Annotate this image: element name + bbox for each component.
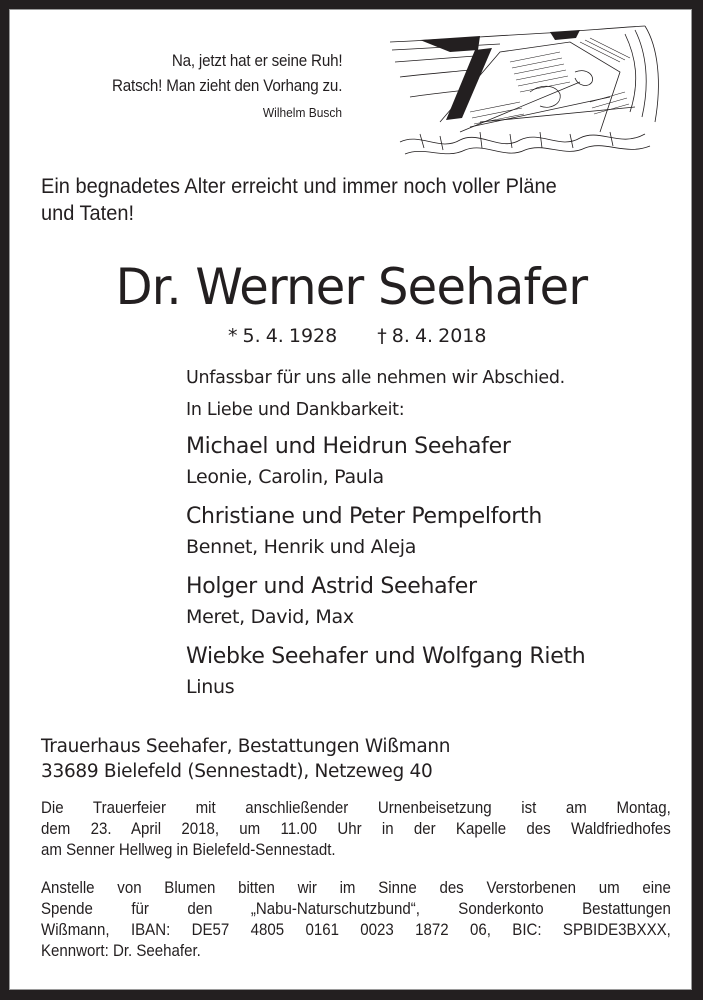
funeral-home-name: Trauerhaus Seehafer, Bestattungen Wißmann: [41, 736, 451, 757]
donation-line-4: Kennwort: Dr. Seehafer.: [41, 942, 201, 960]
intro-line-1: Ein begnadetes Alter erreicht und immer noch voller Pläne: [41, 174, 557, 198]
obituary-notice: [9, 9, 692, 990]
family-group-3-names: Holger und Astrid Seehafer: [186, 574, 477, 599]
ceremony-paragraph: [41, 798, 671, 861]
deceased-name: Dr. Werner Seehafer: [115, 258, 588, 316]
family-group-4-children: Linus: [186, 676, 235, 698]
funeral-home-street: 33689 Bielefeld (Sennestadt), Netzeweg 40: [41, 761, 433, 782]
family-group-1-names: Michael und Heidrun Seehafer: [186, 434, 511, 459]
funeral-home-address: [41, 734, 450, 784]
donation-line-1: Anstelle von Blumen bitten wir im Sinne des Verstorbenen um eine: [41, 879, 671, 897]
quote-line-1: Na, jetzt hat er seine Ruh!: [171, 52, 342, 70]
ceremony-line-1: Die Trauerfeier mit anschließender Urnenbeisetzung ist am Montag,: [41, 799, 671, 817]
birth-date: * 5. 4. 1928: [228, 325, 338, 347]
intro-line-2: und Taten!: [41, 201, 135, 225]
family-group-1-children: Leonie, Carolin, Paula: [186, 466, 384, 488]
gratitude-text: In Liebe und Dankbarkeit:: [186, 400, 405, 420]
ceremony-line-3: am Senner Hellweg in Bielefeld-Sennestadt.: [41, 841, 336, 859]
donation-line-2: Spende für den „Nabu-Naturschutzbund“, Sonderkonto Bestattungen: [41, 900, 671, 918]
donation-line-3: Wißmann, IBAN: DE57 4805 0161 0023 1872 06, BIC: SPBIDE3BXXX,: [41, 921, 671, 939]
ceremony-line-2: dem 23. April 2018, um 11.00 Uhr in der Kapelle des Waldfriedhofes: [41, 820, 671, 838]
family-group-2-names: Christiane und Peter Pempelforth: [186, 504, 542, 529]
farewell-text: Unfassbar für uns alle nehmen wir Abschied.: [186, 368, 565, 388]
intro-text: [41, 173, 557, 227]
quote-line-2: Ratsch! Man zieht den Vorhang zu.: [111, 77, 342, 95]
family-group-4-names: Wiebke Seehafer und Wolfgang Rieth: [186, 644, 586, 669]
family-group-3-children: Meret, David, Max: [186, 606, 354, 628]
family-group-2-children: Bennet, Henrik und Aleja: [186, 536, 417, 558]
donation-paragraph: [41, 878, 671, 962]
death-date: † 8. 4. 2018: [377, 325, 487, 347]
quote-author: Wilhelm Busch: [262, 105, 342, 120]
curtain-sketch-illustration-icon: [380, 22, 670, 164]
life-dates: [228, 325, 486, 347]
